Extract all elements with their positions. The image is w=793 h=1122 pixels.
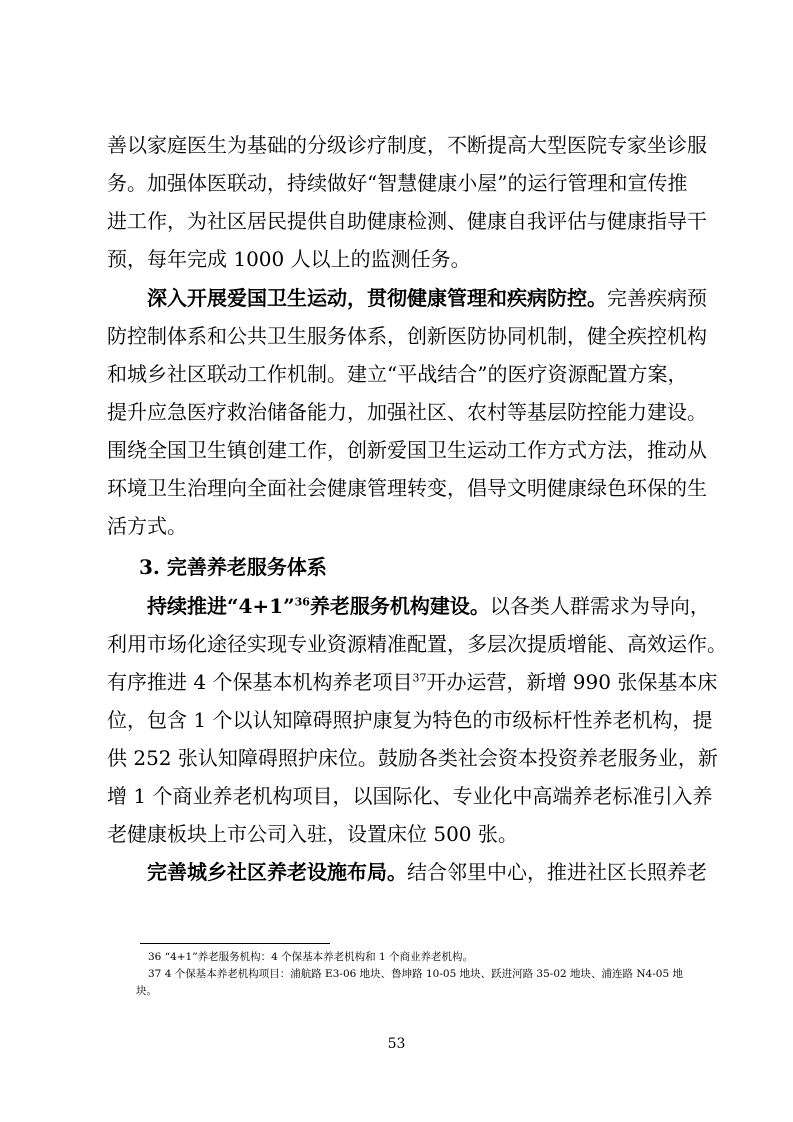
text: 以各类人群需求为导向， [489, 594, 710, 618]
text: 活方式。 [107, 514, 187, 538]
paragraph-heading-part-a: 持续推进“4+1” [147, 594, 295, 618]
paragraph-heading: 完善城乡社区养老设施布局。 [147, 860, 407, 884]
page-number: 53 [387, 1036, 406, 1052]
text: 利用市场化途径实现专业资源精准配置，多层次提质增能、高效运作。 [107, 632, 727, 656]
text: 有序推进 4 个保基本机构养老项目 [107, 670, 413, 694]
text: 围绕全国卫生镇创建工作，创新爱国卫生运动工作方式方法，推动从 [107, 438, 707, 462]
text: 供 252 张认知障碍照护床位。鼓励各类社会资本投资养老服务业，新 [107, 746, 718, 770]
section-title: 3. 完善养老服务体系 [139, 555, 327, 579]
footnote-37-line1: 37 4 个保基本养老机构项目：浦航路 E3-06 地块、鲁坤路 10-05 地块、跃进河路 35-02 地块、浦连路 N4-05 地 [148, 968, 683, 980]
text: 环境卫生治理向全面社会健康管理转变，倡导文明健康绿色环保的生 [107, 476, 707, 500]
paragraph-heading-part-b: 养老服务机构建设。 [309, 594, 490, 618]
footnote-37-line2: 块。 [136, 985, 157, 997]
text: 老健康板块上市公司入驻，设置床位 500 张。 [107, 822, 518, 846]
heading-inline-wrap [147, 286, 707, 310]
text: 增 1 个商业养老机构项目，以国际化、专业化中高端养老标准引入养 [107, 784, 713, 808]
heading-inline-wrap [147, 594, 710, 618]
footnote-ref: 37 [412, 671, 427, 685]
footnote-36: 36 “4+1”养老服务机构：4 个保基本养老机构和 1 个商业养老机构。 [148, 951, 473, 963]
heading-inline-wrap [147, 860, 707, 884]
footnote-divider [140, 943, 330, 944]
text: 进工作，为社区居民提供自助健康检测、健康自我评估与健康指导干 [107, 209, 707, 233]
text: 预，每年完成 1000 人以上的监测任务。 [107, 247, 471, 271]
text: 和城乡社区联动工作机制。建立“平战结合”的医疗资源配置方案， [107, 362, 688, 386]
text: 务。加强体医联动，持续做好“智慧健康小屋”的运行管理和宣传推 [107, 171, 688, 195]
text-wrap [107, 670, 717, 694]
text: 提升应急医疗救治储备能力，加强社区、农村等基层防控能力建设。 [107, 400, 707, 424]
paragraph-heading: 深入开展爱国卫生运动，贯彻健康管理和疾病防控。 [147, 286, 607, 310]
footnote-ref: 36 [294, 595, 310, 609]
text: 位，包含 1 个以认知障碍照护康复为特色的市级标杆性养老机构，提 [107, 708, 713, 732]
text: 结合邻里中心，推进社区长照养老 [407, 860, 707, 884]
text: 善以家庭医生为基础的分级诊疗制度，不断提高大型医院专家坐诊服 [107, 133, 707, 157]
text: 防控制体系和公共卫生服务体系，创新医防协同机制，健全疾控机构 [107, 324, 707, 348]
text: 开办运营，新增 990 张保基本床 [426, 670, 718, 694]
text: 完善疾病预 [607, 286, 707, 310]
